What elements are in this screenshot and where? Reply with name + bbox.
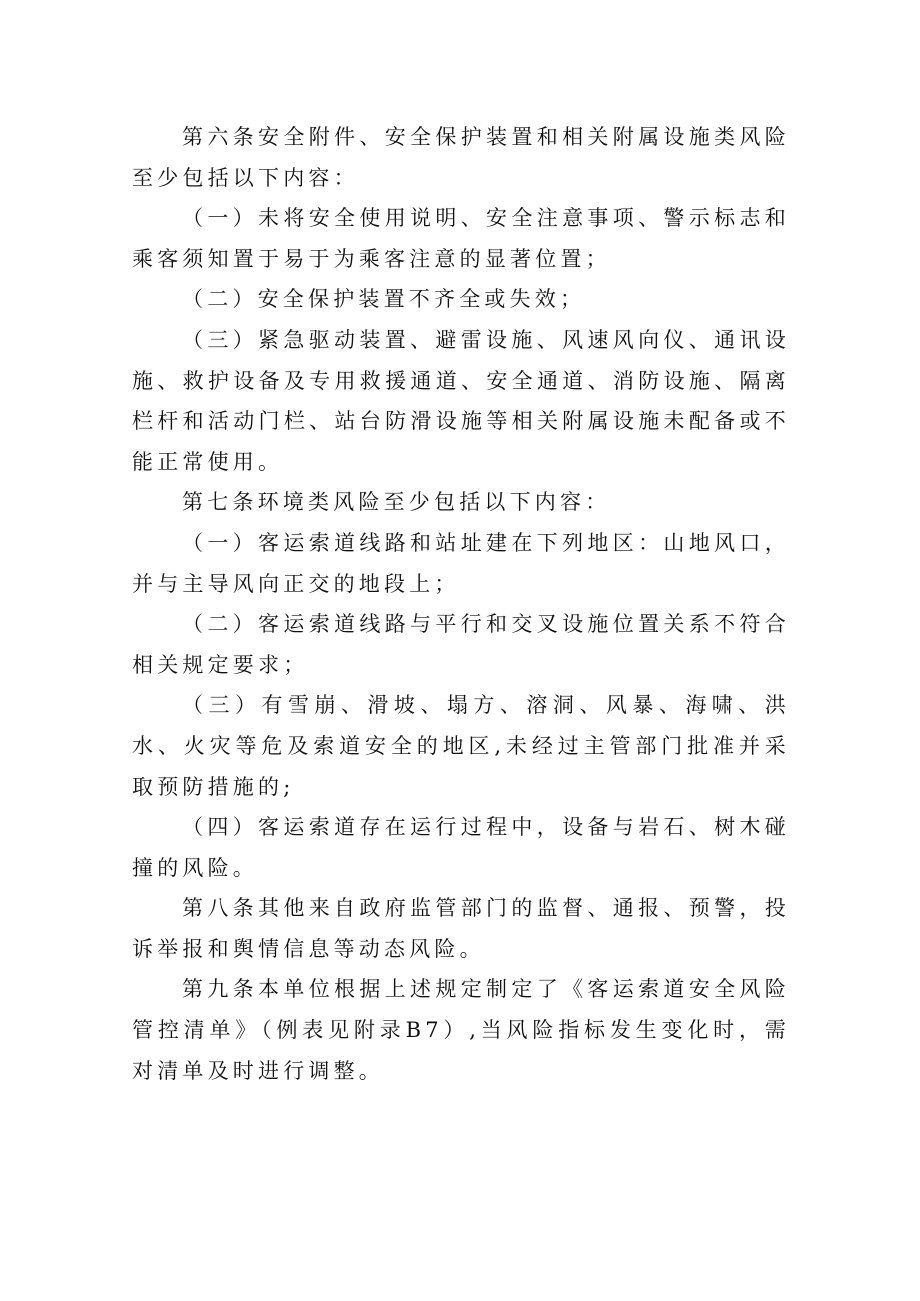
article-9: 第九条本单位根据上述规定制定了《客运索道安全风险管控清单》（例表见附录B7）,当风险指标发生变化时，需对清单及时进行调整。 (132, 977, 790, 1083)
article-8: 第八条其他来自政府监管部门的监督、通报、预警，投诉举报和舆情信息等动态风险。 (132, 896, 790, 961)
article-7-item-3: （三）有雪崩、滑坡、塌方、溶洞、风暴、海啸、洪水、火灾等危及索道安全的地区,未经过主管部门批准并采取预防措施的; (132, 693, 790, 799)
article-6-item-1: （一）未将安全使用说明、安全注意事项、警示标志和乘客须知置于易于为乘客注意的显著位置； (132, 206, 790, 271)
article-7-item-2: （二）客运索道线路与平行和交叉设施位置关系不符合相关规定要求； (132, 612, 790, 677)
document-body (132, 117, 790, 1091)
article-7-item-1: （一）客运索道线路和站址建在下列地区：山地风口，并与主导风向正交的地段上； (132, 530, 790, 596)
article-6-heading: 第六条安全附件、安全保护装置和相关附属设施类风险至少包括以下内容： (132, 125, 790, 190)
article-7-heading: 第七条环境类风险至少包括以下内容： (182, 490, 611, 515)
article-6-item-2: （二）安全保护装置不齐全或失效； (182, 287, 586, 312)
article-7-item-4: （四）客运索道存在运行过程中，设备与岩石、树木碰撞的风险。 (132, 815, 790, 880)
article-6-item-3: （三）紧急驱动装置、避雷设施、风速风向仪、通讯设施、救护设备及专用救援通道、安全通道、消防设施、隔离栏杆和活动门栏、站台防滑设施等相关附属设施未配备或不能正常使用。 (132, 327, 790, 474)
